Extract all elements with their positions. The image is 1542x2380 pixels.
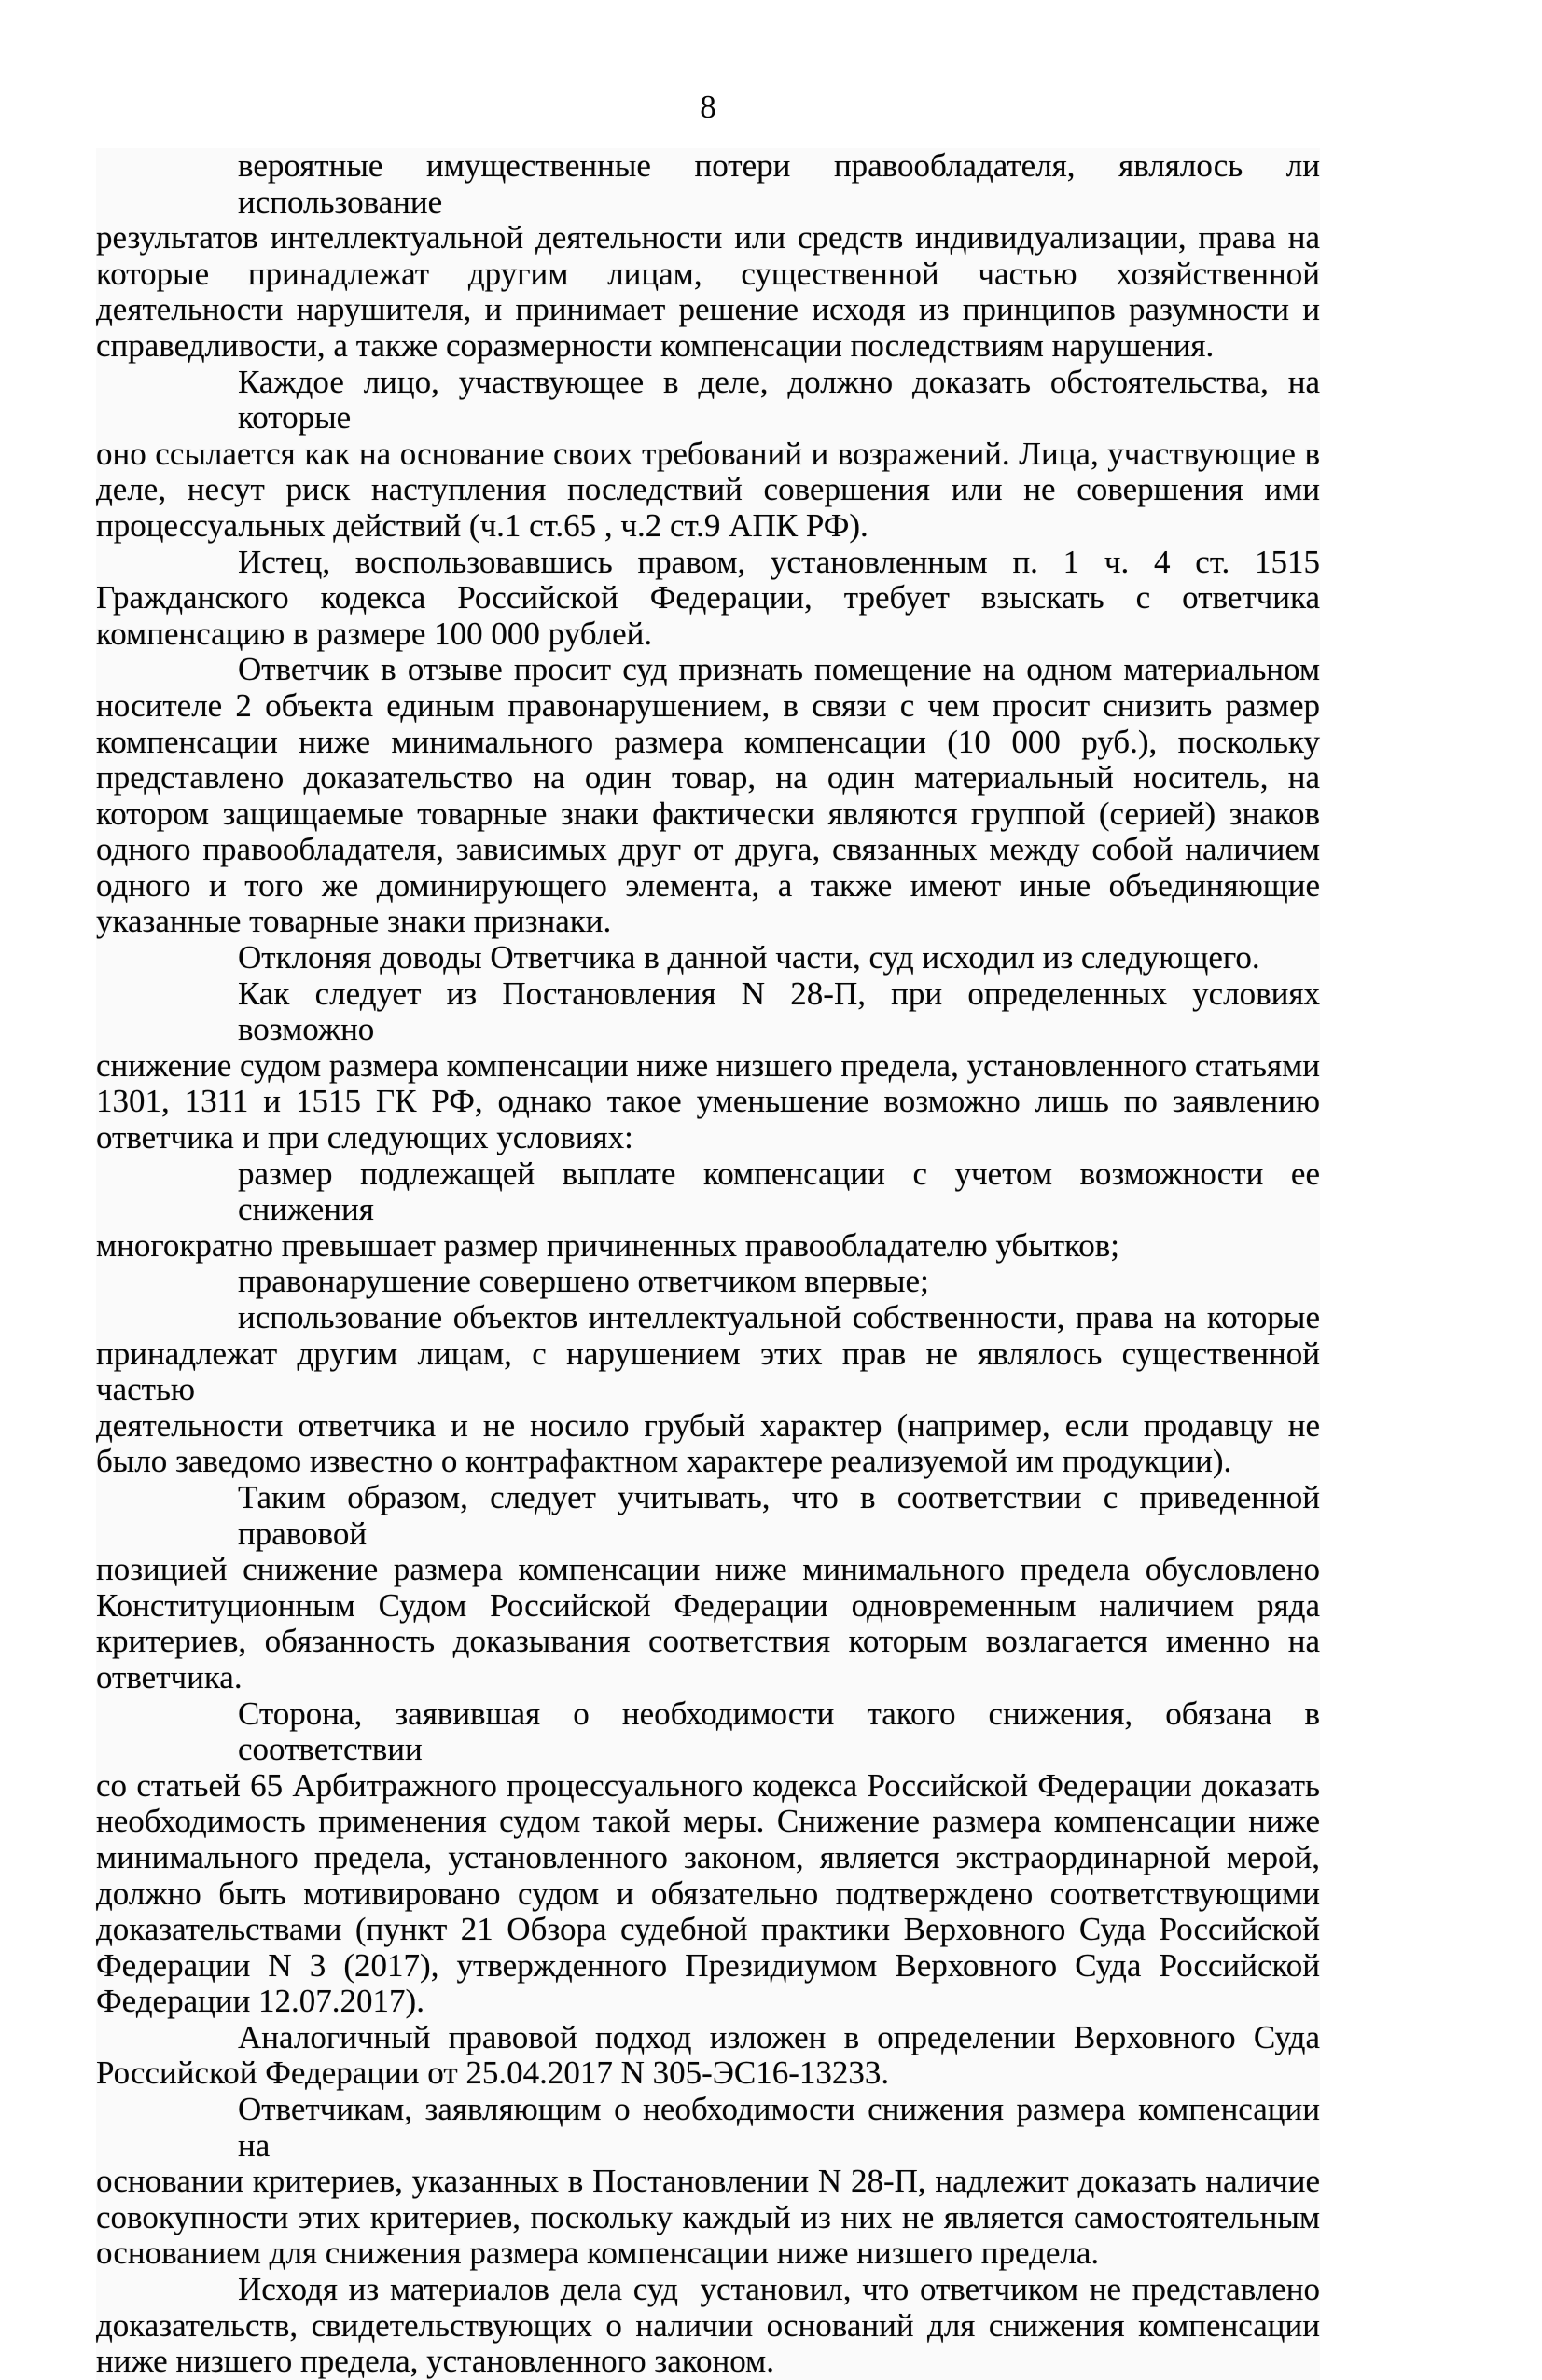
text-line: Как следует из Постановления N 28-П, при определенных условиях возможно [238, 975, 1328, 1048]
text-line: доказательств, свидетельствующих о наличии оснований для снижения компенсации [96, 2306, 1320, 2344]
paragraph [96, 940, 1320, 976]
text-line: основанием для снижения размера компенсации ниже низшего предела. [96, 2235, 1100, 2272]
text-line: носителе 2 объекта единым правонарушением, в связи с чем просит снизить размер [96, 686, 1320, 724]
text-line: Гражданского кодекса Российской Федерации, требует взыскать с ответчика [96, 579, 1320, 616]
text-line: Ответчикам, заявляющим о необходимости снижения размера компенсации на [238, 2091, 1328, 2164]
text-line: основании критериев, указанных в Постановлении N 28-П, надлежит доказать наличие [96, 2163, 1320, 2200]
text-line: минимального предела, установленного законом, является экстраординарной мерой, [96, 1838, 1320, 1875]
text-line: вероятные имущественные потери правообладателя, являлось ли использование [238, 147, 1328, 220]
text-line: Сторона, заявившая о необходимости такого снижения, обязана в соответствии [238, 1695, 1328, 1768]
text-line: совокупности этих критериев, поскольку каждый из них не является самостоятельным [96, 2198, 1320, 2235]
text-line: оно ссылается как на основание своих требований и возражений. Лица, участвующие в [96, 435, 1320, 472]
text-line: размер подлежащей выплате компенсации с учетом возможности ее снижения [238, 1155, 1328, 1228]
paragraph [96, 1155, 1328, 1265]
text-line: компенсацию в размере 100 000 рублей. [96, 615, 653, 652]
paragraph [96, 1264, 1320, 1300]
paragraph [96, 147, 1328, 365]
text-line: одного правообладателя, зависимых друг от друга, связанных между собой наличием [96, 831, 1320, 868]
text-line: критериев, обязанность доказывания соответствия которым возлагается именно на [96, 1623, 1320, 1660]
text-line: деле, несут риск наступления последствий совершения или не совершения ими [96, 471, 1320, 508]
text-line: Исходя из материалов дела суд установил, что ответчиком не представлено [238, 2271, 1320, 2308]
text-line: со статьей 65 Арбитражного процессуального кодекса Российской Федерации доказать [96, 1766, 1320, 1804]
paragraph [96, 1695, 1328, 2020]
text-line: использование объектов интеллектуальной собственности, права на которые [238, 1299, 1320, 1335]
text-line: Отклоняя доводы Ответчика в данной части, суд исходил из следующего. [238, 939, 1260, 976]
page-number: 8 [700, 89, 716, 125]
paragraph [96, 652, 1320, 940]
text-line: необходимость применения судом такой меры. Снижение размера компенсации ниже [96, 1803, 1320, 1840]
text-line: принадлежат другим лицам, с нарушением этих прав не являлось существенной частью [96, 1335, 1328, 1408]
text-line: Российской Федерации от 25.04.2017 N 305-ЭС16-13233. [96, 2055, 890, 2092]
text-line: позицией снижение размера компенсации ниже минимального предела обусловлено [96, 1551, 1320, 1588]
paragraph [96, 975, 1328, 1156]
text-line: доказательствами (пункт 21 Обзора судебной практики Верховного Суда Российской [96, 1911, 1320, 1948]
text-line: было заведомо известно о контрафактном характере реализуемой им продукции). [96, 1443, 1232, 1480]
text-line: справедливости, а также соразмерности компенсации последствиям нарушения. [96, 326, 1215, 364]
text-line: деятельности ответчика и не носило грубый характер (например, если продавцу не [96, 1406, 1320, 1444]
text-line: которые принадлежат другим лицам, существенной частью хозяйственной [96, 255, 1320, 292]
text-line: должно быть мотивировано судом и обязательно подтверждено соответствующими [96, 1875, 1320, 1912]
text-line: котором защищаемые товарные знаки фактически являются группой (серией) знаков [96, 795, 1320, 832]
text-line: одного и того же доминирующего элемента, а также имеют иные объединяющие [96, 866, 1320, 904]
paragraph [96, 1478, 1328, 1696]
text-line: Каждое лицо, участвующее в деле, должно доказать обстоятельства, на которые [238, 363, 1328, 436]
paragraph [96, 2272, 1320, 2380]
paragraph [96, 545, 1320, 653]
text-line: процессуальных действий (ч.1 ст.65 , ч.2 ст.9 АПК РФ). [96, 506, 868, 544]
paragraph [96, 2020, 1320, 2092]
text-line: Таким образом, следует учитывать, что в соответствии с приведенной правовой [238, 1478, 1328, 1552]
text-line: указанные товарные знаки признаки. [96, 903, 612, 940]
text-line: Конституционным Судом Российской Федерации одновременным наличием ряда [96, 1586, 1320, 1624]
text-line: ответчика. [96, 1658, 243, 1695]
text-line: компенсации ниже минимального размера компенсации (10 000 руб.), поскольку [96, 723, 1320, 760]
text-line: многократно превышает размер причиненных правообладателю убытков; [96, 1226, 1119, 1264]
text-line: Истец, воспользовавшись правом, установленным п. 1 ч. 4 ст. 1515 [238, 543, 1320, 580]
text-line: Ответчик в отзыве просит суд признать помещение на одном материальном [238, 651, 1320, 688]
text-line: деятельности нарушителя, и принимает решение исходя из принципов разумности и [96, 291, 1320, 328]
paragraph [96, 363, 1328, 545]
text-line: Федерации 12.07.2017). [96, 1983, 424, 2020]
text-line: ответчика и при следующих условиях: [96, 1119, 633, 1156]
paragraph [96, 1299, 1328, 1480]
text-line: 1301, 1311 и 1515 ГК РФ, однако такое уменьшение возможно лишь по заявлению [96, 1083, 1320, 1120]
text-line: представлено доказательство на один товар, на один материальный носитель, на [96, 759, 1320, 796]
text-line: Федерации N 3 (2017), утвержденного Президиумом Верховного Суда Российской [96, 1946, 1320, 1984]
text-line: правонарушение совершено ответчиком впервые; [238, 1263, 929, 1300]
document-body [96, 147, 1328, 2380]
text-line: Аналогичный правовой подход изложен в определении Верховного Суда [238, 2018, 1320, 2055]
text-line: ниже низшего предела, установленного законом. [96, 2343, 774, 2380]
paragraph [96, 2091, 1328, 2272]
text-line: снижение судом размера компенсации ниже низшего предела, установленного статьями [96, 1046, 1320, 1084]
text-line: результатов интеллектуальной деятельности или средств индивидуализации, права на [96, 219, 1320, 256]
